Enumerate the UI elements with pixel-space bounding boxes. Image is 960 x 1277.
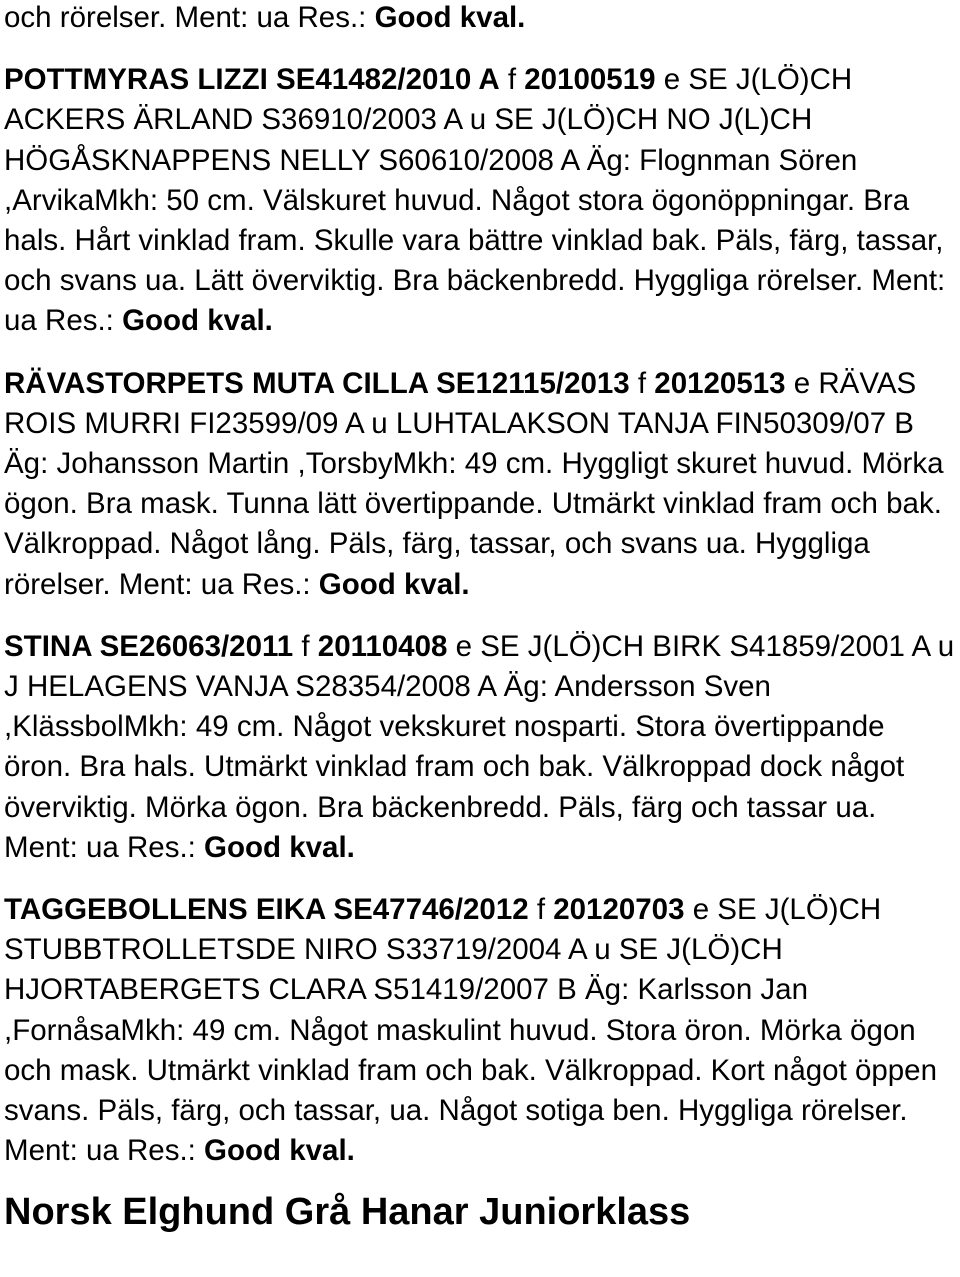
entry-grade: Good kval. bbox=[374, 1, 526, 34]
entry-text: e SE J(LÖ)CH ACKERS ÄRLAND S36910/2003 A u SE J(LÖ)CH NO J(L)CH HÖGÅSKNAPPENS NELLY S60610/2008 A Äg: Flognman Sören ,ArvikaMkh: 50 cm. Välskuret huvud. Något stora ögonöppningar. Bra hals. Hårt vinklad fram. Skulle vara bättre vinklad bak. Päls, färg, tassar, och svans ua. Lätt överviktig. Bra bäckenbredd. Hyggliga rörelser. Ment: ua Res.: bbox=[4, 63, 946, 338]
entry-sex: f bbox=[499, 63, 525, 97]
entry-sex: f bbox=[528, 893, 554, 927]
entry-text: e SE J(LÖ)CH STUBBTROLLETSDE NIRO S33719/2004 A u SE J(LÖ)CH HJORTABERGETS CLARA S51419/2007 B Äg: Karlsson Jan ,FornåsaMkh: 49 cm. Något maskulint huvud. Stora öron. Mörka ögon och mask. Utmärkt vinklad fram och bak. Välkroppad. Kort något öppen svans. Päls, färg, och tassar, ua. Något sotiga ben. Hyggliga rörelser. Ment: ua Res.: bbox=[4, 893, 937, 1168]
entry-name-registration: POTTMYRAS LIZZI SE41482/2010 A bbox=[4, 63, 500, 97]
entry-grade: Good kval. bbox=[318, 567, 470, 601]
entry-grade: Good kval. bbox=[204, 830, 355, 864]
entry-pottmyras-lizzi bbox=[4, 60, 956, 341]
entry-text: och rörelser. Ment: ua Res.: bbox=[4, 1, 375, 34]
entry-grade: Good kval. bbox=[122, 304, 273, 338]
entry-continuation bbox=[4, 0, 956, 38]
entry-name-registration: TAGGEBOLLENS EIKA SE47746/2012 bbox=[4, 893, 529, 927]
entry-grade: Good kval. bbox=[204, 1134, 355, 1168]
entry-birth-date: 20100519 bbox=[524, 63, 656, 97]
entry-name-registration: STINA SE26063/2011 bbox=[4, 629, 294, 663]
entry-birth-date: 20110408 bbox=[317, 629, 448, 663]
entry-sex: f bbox=[629, 366, 655, 400]
entry-sex: f bbox=[293, 629, 318, 663]
entry-taggebollens-eika bbox=[4, 890, 956, 1171]
document-page bbox=[4, 0, 956, 1235]
section-heading: Norsk Elghund Grå Hanar Juniorklass bbox=[4, 1191, 691, 1234]
entry-name-registration: RÄVASTORPETS MUTA CILLA SE12115/2013 bbox=[4, 366, 630, 400]
entry-text: e RÄVAS ROIS MURRI FI23599/09 A u LUHTALAKSON TANJA FIN50309/07 B Äg: Johansson Martin ,TorsbyMkh: 49 cm. Hyggligt skuret huvud. Mörka ögon. Bra mask. Tunna lätt övertippande. Utmärkt vinklad fram och bak. Välkroppad. Något lång. Päls, färg, tassar, och svans ua. Hyggliga rörelser. Ment: ua Res.: bbox=[4, 366, 944, 601]
entry-birth-date: 20120513 bbox=[654, 366, 786, 400]
entry-birth-date: 20120703 bbox=[553, 893, 685, 927]
entry-stina bbox=[4, 627, 956, 868]
entry-text: e SE J(LÖ)CH BIRK S41859/2001 A u J HELAGENS VANJA S28354/2008 A Äg: Andersson Sven ,KlässbolMkh: 49 cm. Något vekskuret nosparti. Stora övertippande öron. Bra hals. Utmärkt vinklad fram och bak. Välkroppad dock något överviktig. Mörka ögon. Bra bäckenbredd. Päls, färg och tassar ua. Ment: ua Res.: bbox=[4, 629, 955, 864]
entry-ravastorpets-muta-cilla bbox=[4, 364, 956, 605]
